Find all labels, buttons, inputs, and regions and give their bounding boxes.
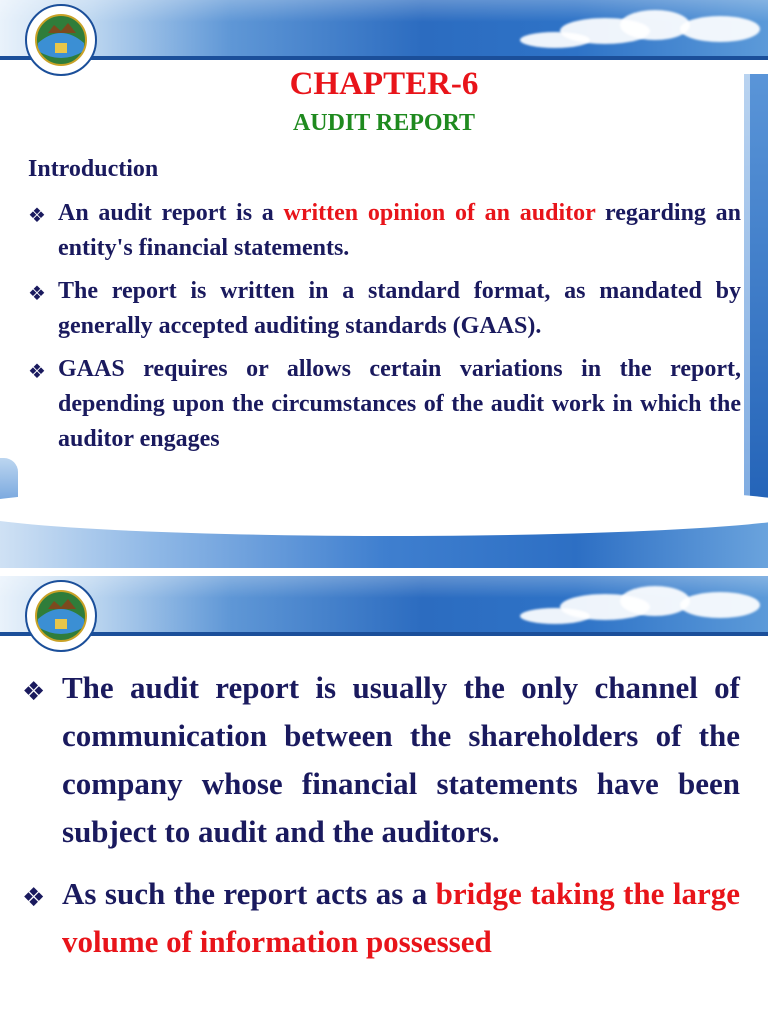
- slide-subtitle: AUDIT REPORT: [292, 110, 476, 136]
- diamond-bullet-icon: ❖: [28, 203, 46, 227]
- bullet-text: regarding an entity's financial statements.: [58, 200, 742, 261]
- side-stripe: [750, 74, 768, 544]
- bullet-item: [28, 274, 741, 344]
- bullet-text: The report is written in a standard format, as mandated by generally accepted auditing standards (GAAS).: [58, 278, 741, 339]
- slide-separator: [0, 568, 768, 576]
- bullet-text: An audit report is a: [58, 200, 284, 226]
- header-banner: [0, 0, 768, 60]
- bullet-item: [28, 196, 741, 266]
- university-emblem-icon: [24, 579, 98, 653]
- header-banner: [0, 576, 768, 636]
- bullet-list: [22, 664, 740, 980]
- chapter-title: CHAPTER-6: [289, 66, 479, 102]
- slide-2: [0, 576, 768, 1024]
- bullet-text: As such the report acts as a: [62, 876, 436, 911]
- diamond-bullet-icon: ❖: [22, 677, 46, 707]
- bullet-text: The audit report is usually the only channel of communication between the shareholders of the company whose financial statements have been subject to audit and the auditors.: [62, 670, 740, 849]
- diamond-bullet-icon: ❖: [28, 281, 46, 305]
- bullet-item: [28, 352, 741, 457]
- bullet-item: [22, 664, 740, 856]
- bullet-item: [22, 870, 740, 966]
- diamond-bullet-icon: ❖: [28, 359, 46, 383]
- bullet-highlight: bridge taking the large volume of information possessed: [62, 876, 740, 959]
- bullet-highlight: written opinion of an auditor: [283, 200, 596, 226]
- footer-band: [0, 510, 768, 568]
- intro-heading: Introduction: [28, 156, 159, 182]
- bullet-list: [28, 196, 741, 465]
- bullet-text: GAAS requires or allows certain variations in the report, depending upon the circumstances of the audit work in which the auditor engages: [58, 356, 741, 452]
- diamond-bullet-icon: ❖: [22, 883, 46, 913]
